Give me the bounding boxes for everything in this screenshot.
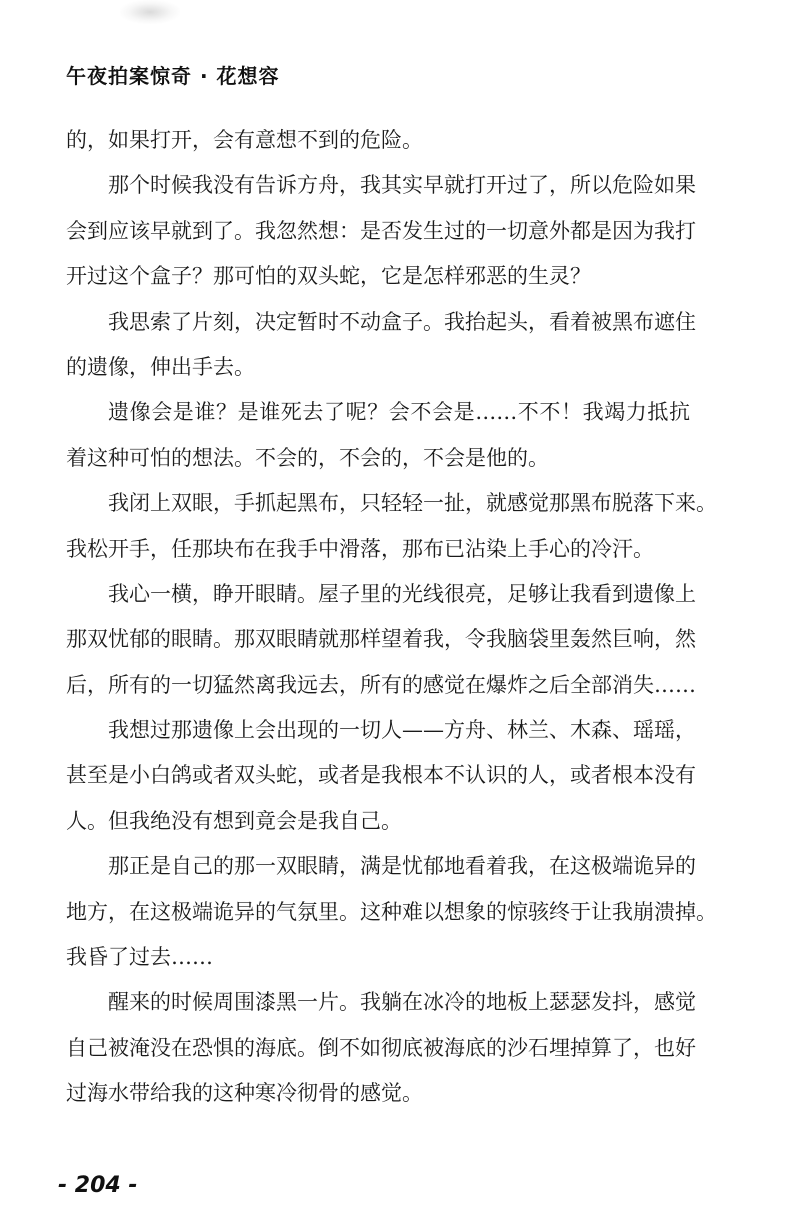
text-line: 自己被淹没在恐惧的海底。倒不如彻底被海底的沙石埋掉算了，也好	[66, 1035, 696, 1060]
text-line: 着这种可怕的想法。不会的，不会的，不会是他的。	[66, 445, 549, 470]
text-line: 我闭上双眼，手抓起黑布，只轻轻一扯，就感觉那黑布脱落下来。	[108, 491, 717, 516]
running-header-title: 午夜拍案惊奇 · 花想容	[66, 64, 280, 88]
text-line: 开过这个盒子？那可怕的双头蛇，它是怎样邪恶的生灵？	[66, 264, 591, 289]
text-line: 会到应该早就到了。我忽然想：是否发生过的一切意外都是因为我打	[66, 218, 696, 243]
body-text	[66, 118, 717, 1117]
text-line: 我昏了过去……	[66, 945, 213, 970]
text-line: 我心一横，睁开眼睛。屋子里的光线很亮，足够让我看到遗像上	[108, 581, 696, 606]
text-line: 那个时候我没有告诉方舟，我其实早就打开过了，所以危险如果	[108, 173, 696, 198]
text-line: 遗像会是谁？是谁死去了呢？会不会是……不不！我竭力抵抗	[108, 400, 690, 425]
text-line: 过海水带给我的这种寒冷彻骨的感觉。	[66, 1081, 423, 1106]
scan-smudge	[120, 0, 180, 24]
text-line: 地方，在这极端诡异的气氛里。这种难以想象的惊骇终于让我崩溃掉。	[66, 899, 717, 924]
text-line: 甚至是小白鸽或者双头蛇，或者是我根本不认识的人，或者根本没有	[66, 763, 696, 788]
text-line: 人。但我绝没有想到竟会是我自己。	[66, 808, 402, 833]
text-line: 的遗像，伸出手去。	[66, 354, 255, 379]
text-line: 的，如果打开，会有意想不到的危险。	[66, 128, 423, 152]
page-number: - 204 -	[58, 1173, 138, 1198]
text-line: 那正是自己的那一双眼睛，满是忧郁地看着我，在这极端诡异的	[108, 854, 696, 879]
text-line: 那双忧郁的眼睛。那双眼睛就那样望着我，令我脑袋里轰然巨响，然	[66, 627, 696, 652]
text-line: 后，所有的一切猛然离我远去，所有的感觉在爆炸之后全部消失……	[66, 672, 696, 697]
text-line: 我想过那遗像上会出现的一切人——方舟、林兰、木森、瑶瑶，	[108, 718, 696, 743]
text-line: 我松开手，任那块布在我手中滑落，那布已沾染上手心的冷汗。	[66, 536, 654, 561]
text-line: 醒来的时候周围漆黑一片。我躺在冰冷的地板上瑟瑟发抖，感觉	[108, 990, 696, 1015]
text-line: 我思索了片刻，决定暂时不动盒子。我抬起头，看着被黑布遮住	[108, 309, 696, 334]
